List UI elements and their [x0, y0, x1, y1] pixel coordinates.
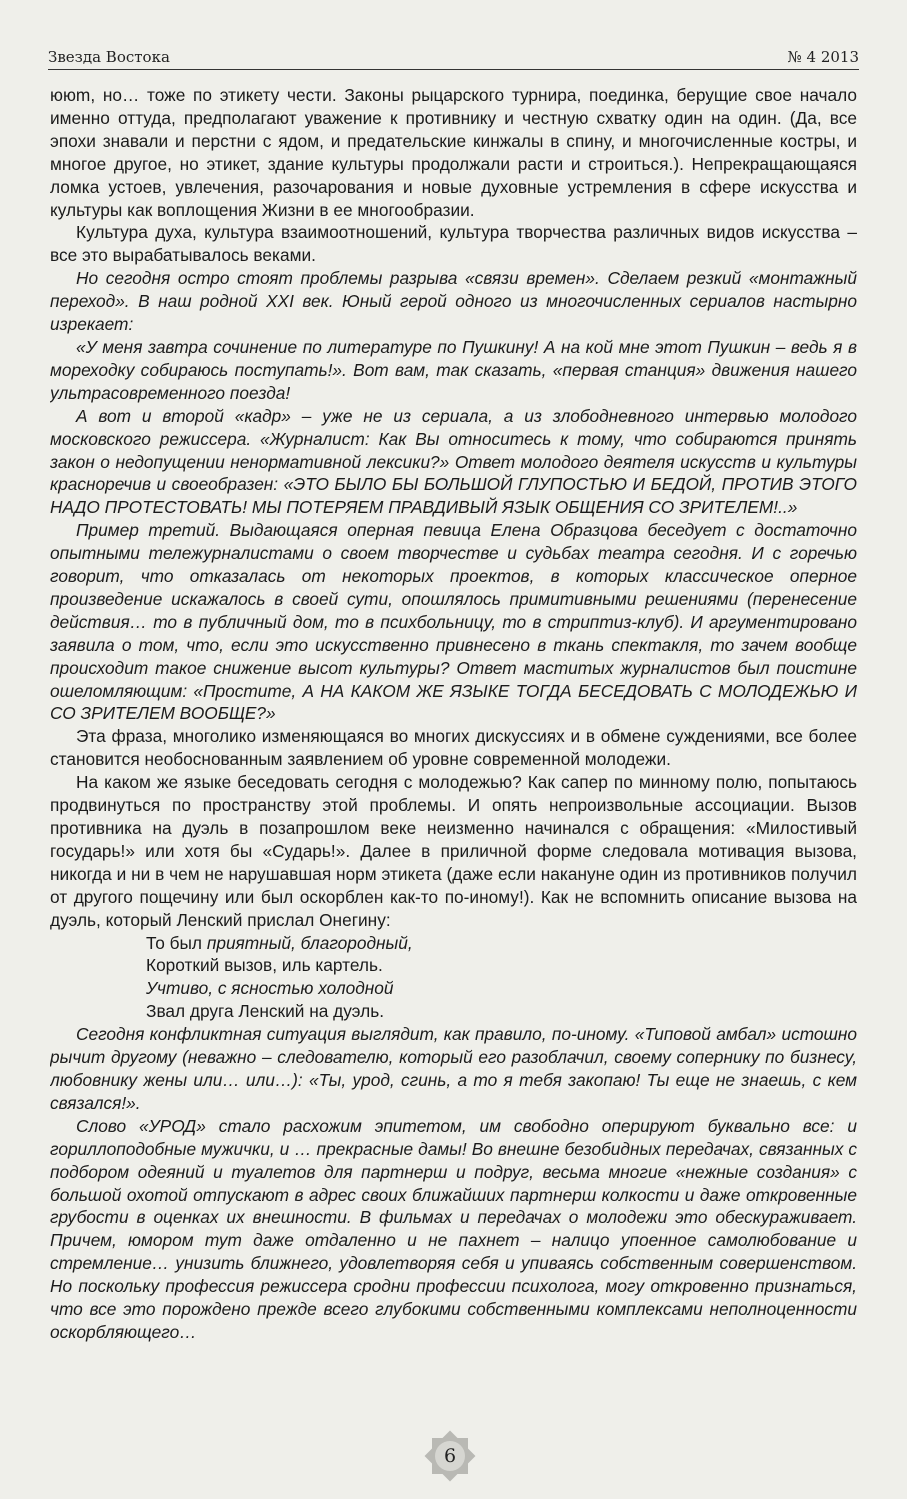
paragraph: Слово «УРОД» стало расхожим эпитетом, им свободно оперируют буквально все: и гориллоподобные мужички, и … прекрасные дамы! Во внешне безобидных передачах, связанных с подбором одеяний и туалетов для партнерш и подруг, весьма многие «нежные создания» с большой охотой отпускают в адрес своих ближайших партнерш колкости и даже откровенные грубости в оценках их внешности. В фильмах и передачах о молодежи это обескураживает. Причем, юмором тут даже отдаленно и не пахнет – налицо упоенное самолюбование и стремление… унизить ближнего, удовлетворяя себя и упиваясь собственным совершенством. Но поскольку профессия режиссера сродни профессии психолога, могу откровенно признаться, что все это порождено прежде всего глубокими собственными комплексами неполноценности оскорбляющего… — [50, 1115, 857, 1342]
paragraph: Но сегодня остро стоят проблемы разрыва «связи времен». Сделаем резкий «монтажный переход». В наш родной XXI век. Юный герой одного из многочисленных сериалов настырно изрекает: — [50, 268, 857, 335]
paragraph: ююm, но… тоже по этикету чести. Законы рыцарского турнира, поединка, берущие свое начало именно оттуда, предполагают уважение к противнику и честную схватку один на один. (Да, все эпохи знавали и перстни с ядом, и предательские кинжалы в спину, и многочисленные костры, и многое другое, но этикет, здание культуры продолжали расти и строиться.). Непрекращающаяся ломка устоев, увлечения, разочарования и новые духовные устремления в сфере искусства и культуры как воплощения Жизни в ее многообразии. — [50, 85, 857, 220]
running-header — [48, 40, 859, 70]
issue-number: № 4 2013 — [787, 48, 859, 66]
verse-line: Звал друга Ленский на дуэль. — [146, 1001, 385, 1022]
paragraph: А вот и второй «кадр» – уже не из сериала, а из злободневного интервью молодого московского режиссера. «Журналист: Как Вы относитесь к тому, что собираются принять закон о недопущении ненормативной лексики?» Ответ молодого деятеля искусств и культуры красноречив и своеобразен: «ЭТО БЫЛО БЫ БОЛЬШОЙ ГЛУПОСТЬЮ И БЕДОЙ, ПРОТИВ ЭТОГО НАДО ПРОТЕСТОВАТЬ! МЫ ПОТЕРЯЕМ ПРАВДИВЫЙ ЯЗЫК ОБЩЕНИЯ СО ЗРИТЕЛЕМ!..» — [50, 405, 857, 518]
poem-quote — [50, 932, 857, 1024]
page-number: 6 — [443, 1445, 457, 1467]
paragraph: Пример третий. Выдающаяся оперная певица Елена Образцова беседует с достаточно опытными тележурналистами о своем творчестве и судьбах театра сегодня. И с горечью говорит, что отказалась от некоторых проектов, в которых классическое оперное произведение искажалось в своей сути, опошлялось примитивными решениями (перенесение действия… то в публичный дом, то в психбольницу, то в стриптиз-клуб). И аргументировано заявила о том, что, если это искусственно привнесено в ткань спектакля, то зачем вообще происходит такое снижение высот культуры? Ответ маститых журналистов был поистине ошеломляющим: «Простите, А НА КАКОМ ЖЕ ЯЗЫКЕ ТОГДА БЕСЕДОВАТЬ С МОЛОДЕЖЬЮ И СО ЗРИТЕЛЕМ ВООБЩЕ?» — [50, 520, 857, 724]
verse-text: приятный, благородный, — [206, 932, 413, 953]
paragraph: «У меня завтра сочинение по литературе по Пушкину! А на кой мне этот Пушкин – ведь я в мореходку собираюсь поступать!». Вот вам, так сказать, «первая станция» движения нашего ультрасовременного поезда! — [50, 336, 857, 403]
verse-line: Короткий вызов, иль картель. — [146, 955, 383, 976]
page-number-badge — [424, 1430, 476, 1482]
article-body — [50, 84, 857, 1414]
verse-line — [146, 932, 857, 955]
paragraph: Культура духа, культура взаимоотношений, культура творчества различных видов искусства – все это вырабатывалось веками. — [50, 222, 857, 266]
paragraph: На каком же языке беседовать сегодня с молодежью? Как сапер по минному полю, попытаюсь продвинуться по пространству этой проблемы. И опять непроизвольные ассоциации. Вызов противника на дуэль в позапрошлом веке неизменно начинался с обращения: «Милостивый государь!» или хотя бы «Сударь!». Далее в приличной форме следовала мотивация вызова, никогда и ни в чем не нарушавшая норм этикета (даже если накануне один из противников получил от другого пощечину или был оскорблен как-то по-иному!). Как не вспомнить описание вызова на дуэль, который Ленский прислал Онегину: — [50, 772, 857, 930]
verse-text: То был — [146, 932, 207, 953]
paragraph: Эта фраза, многолико изменяющаяся во многих дискуссиях и в обмене суждениями, все более становится необоснованным заявлением об уровне современной молодежи. — [50, 726, 857, 770]
paragraph: Сегодня конфликтная ситуация выглядит, как правило, по-иному. «Типовой амбал» истошно рычит другому (неважно – следователю, который его разоблачил, своему сопернику по бизнесу, любовнику жены или… или…): «Ты, урод, сгинь, а то я тебя закопаю! Ты еще не знаешь, с кем связался!». — [50, 1024, 857, 1113]
journal-title: Звезда Востока — [48, 48, 170, 66]
verse-line: Учтиво, с ясностью холодной — [146, 978, 394, 999]
